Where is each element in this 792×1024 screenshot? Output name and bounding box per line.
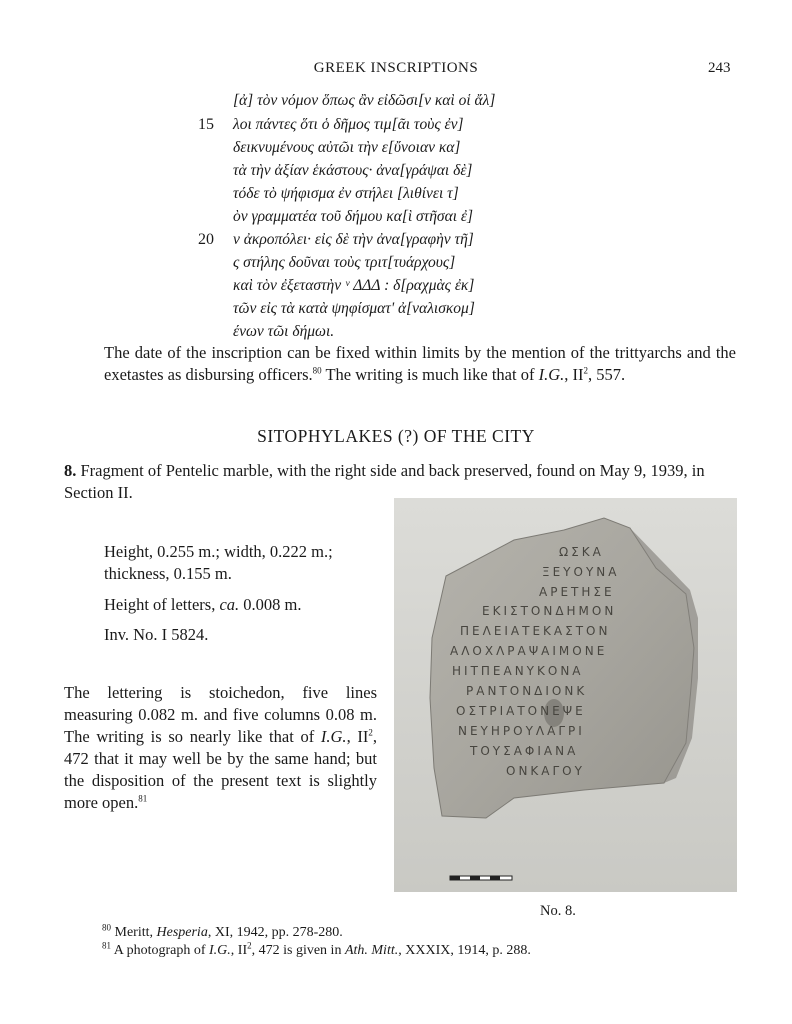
line-number: 20: [198, 231, 214, 248]
footnote-text: , II: [230, 943, 248, 958]
stone-letters: ΟΝΚΑΓΟΥ: [506, 764, 585, 778]
footnote-text: , 472 is given in: [251, 943, 345, 958]
citation-ref: I.G.: [209, 943, 231, 958]
stone-letters: ΑΛΟΧΛΡΑΨΑΙΜΟΝΕ: [450, 644, 608, 658]
measure-text: ca.: [219, 595, 240, 614]
citation-ref: I.G.: [320, 727, 347, 746]
paragraph-text: Fragment of Pentelic marble, with the right side and back preserved, found on May 9, 1939, in Section: [64, 461, 705, 502]
inscription-line: [ἀ] τὸν νόμον ὅπως ἂν εἰδῶσι[ν καὶ οἱ ἄλ]: [233, 92, 496, 109]
inscription-line: δεικνυμένους αὐτῶι τὴν ε[ὔνοιαν κα]: [233, 139, 461, 156]
paragraph-text: The date of the inscription can be fixed within limits by the mention of the trittyarchs and the exetastes as disbursing officers.: [104, 343, 736, 384]
footnote-text: A photograph of: [111, 943, 209, 958]
section-label: II: [117, 483, 129, 502]
measure-text: 0.008 m.: [239, 595, 302, 614]
superscript: 2: [368, 727, 373, 738]
marble-fragment-image: [394, 498, 737, 892]
footnotes: [102, 924, 531, 960]
section-heading: SITOPHYLAKES (?) OF THE CITY: [257, 426, 535, 446]
stone-letters: ΝΕΥΗΡΟΥΛΑΓΡΙ: [458, 724, 585, 738]
stone-letters: ΕΚΙΣΤΟΝΔΗΜΟΝ: [482, 604, 617, 618]
inscription-line: καὶ τὸν ἐξεταστὴν ᵛ ΔΔΔ : δ[ραχμὰς ἐκ]: [233, 277, 475, 294]
lettering-paragraph: [64, 682, 377, 814]
measure-text: Height of letters,: [104, 595, 220, 614]
stone-letters: ΩΣΚΑ: [559, 545, 604, 559]
paragraph-text: , II: [346, 727, 369, 746]
citation-ref: I.G.: [538, 365, 565, 384]
dimensions-text: Height, 0.255 m.; width, 0.222 m.; thickness, 0.155 m.: [104, 542, 333, 583]
inscription-line: λοι πάντες ὅτι ὁ δῆμος τιμ[ᾶι τοὺς ἐν]: [233, 116, 464, 133]
stone-letters: ΑΡΕΤΗΣΕ: [539, 585, 615, 599]
inscription-line: ένων τῶι δήμωι.: [233, 323, 335, 340]
stone-letters: ΤΟΥΣΑΦΙΑΝΑ: [470, 744, 579, 758]
date-paragraph: [104, 342, 736, 386]
fragment-photograph: [394, 498, 737, 892]
journal-title: Hesperia: [156, 925, 208, 940]
footnote-number: 80: [102, 922, 111, 933]
line-number: 15: [198, 116, 214, 133]
letter-height-text: [104, 594, 302, 616]
paragraph-text: The lettering is stoichedon, five lines measuring 0.082 m. and five columns 0.08 m. The writing is so nearly like that of: [64, 683, 377, 746]
footnote-80: [102, 924, 531, 942]
running-header: GREEK INSCRIPTIONS: [313, 60, 479, 76]
page-number: 243: [708, 60, 731, 76]
inscription-line: ς στήλης δοῦναι τοὺς τριτ[τυάρχους]: [233, 254, 456, 271]
entry-number: 8.: [64, 461, 77, 480]
paragraph-text: , II: [564, 365, 584, 384]
footnote-text: , XI, 1942, pp. 278-280.: [207, 925, 343, 940]
footnote-81: [102, 942, 531, 960]
superscript: 2: [583, 365, 588, 376]
inventory-number: Inv. No. I 5824.: [104, 625, 209, 644]
inscription-line: τόδε τὸ ψήφισμα ἐν στήλει [λιθίνει τ]: [233, 185, 459, 202]
footnote-text: , XXXIX, 1914, p. 288.: [398, 943, 531, 958]
paragraph-text: , 472 that it may well be by the same hand; but the disposition of the present text is slightly more open.: [64, 727, 377, 812]
inscription-line: τῶν εἰς τὰ κατὰ ψηφίσματ' ἀ[ναλισκομ]: [233, 300, 475, 317]
stone-letters: ΟΣΤΡΙΑΤΟΝΕΨΕ: [456, 704, 586, 718]
scale-bar: [450, 876, 512, 880]
paragraph-text: .: [128, 483, 133, 502]
stone-letters: ΡΑΝΤΟΝΔΙΟΝΚ: [466, 684, 588, 698]
journal-title: Ath. Mitt.: [344, 943, 399, 958]
stone-letters: ΗΙΤΠΕΑΝΥΚΟΝΑ: [452, 664, 584, 678]
stone-letters: ΞΕΥΟΥΝΑ: [542, 565, 620, 579]
footnote-ref[interactable]: 80: [312, 365, 322, 376]
paragraph-text: , 557.: [588, 365, 626, 384]
stone-letters: ΠΕΛΕΙΑΤΕΚΑΣΤΟΝ: [460, 624, 611, 638]
paragraph-text: The writing is much like that of: [321, 365, 539, 384]
photo-caption: No. 8.: [540, 903, 576, 919]
footnote-ref[interactable]: 81: [138, 793, 148, 804]
footnote-number: 81: [102, 940, 111, 951]
inscription-line: τὰ τὴν ἀξίαν ἑκάστους· ἀνα[γράψαι δὲ]: [233, 162, 473, 179]
inscription-line: ν ἀκροπόλει· εἰς δὲ τὴν ἀνα[γραφὴν τῆ]: [233, 231, 474, 248]
footnote-text: Meritt,: [111, 925, 157, 940]
superscript: 2: [247, 940, 252, 951]
inscription-line: ὸν γραμματέα τοῦ δήμου κα[ὶ στῆσαι ἐ]: [233, 208, 474, 225]
